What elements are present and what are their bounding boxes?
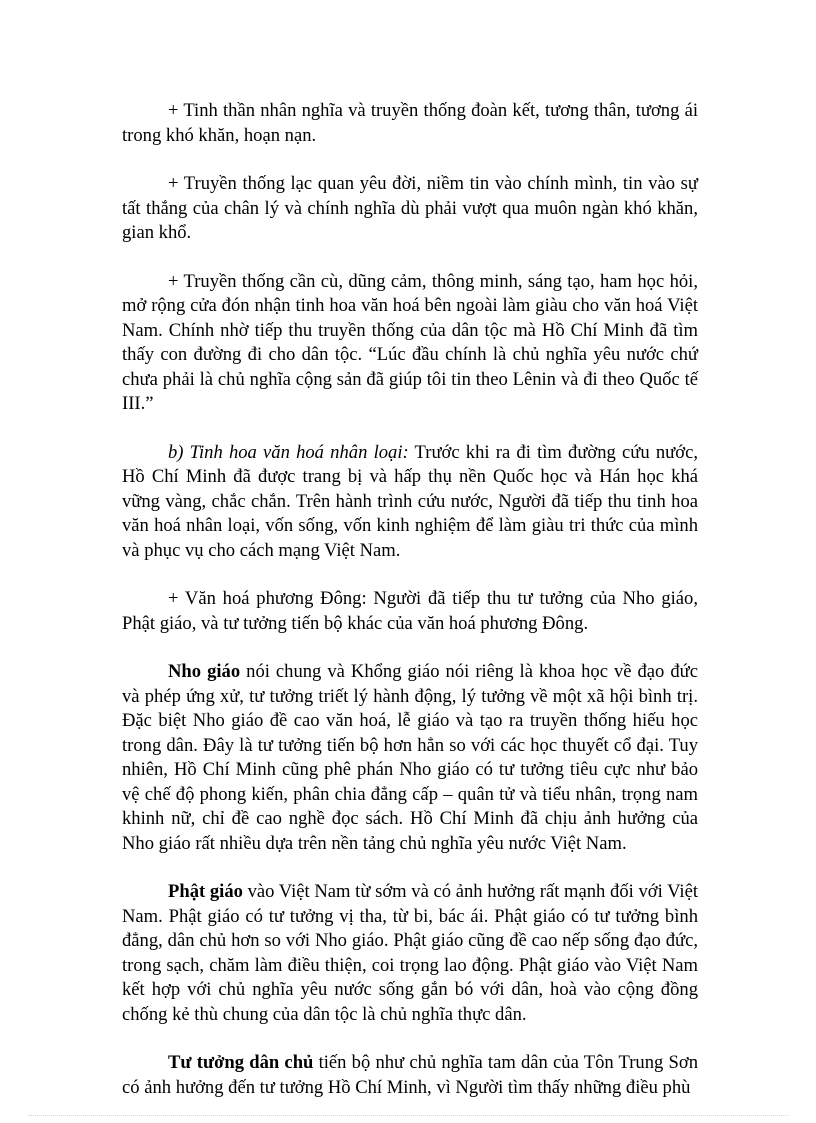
paragraph-text: + Truyền thống lạc quan yêu đời, niềm tin vào chính mình, tin vào sự tất thắng của chân lý và chính nghĩa dù phải vượt qua muôn ngàn khó khăn, gian khổ. [122, 173, 698, 243]
paragraph-text: Trước khi ra đi tìm đường cứu nước, Hồ Chí Minh đã được trang bị và hấp thụ nền Quốc học và Hán học khá vững vàng, chắc chắn. Trên hành trình cứu nước, Người đã tiếp thu tinh hoa văn hoá nhân loại, vốn sống, vốn kinh nghiệm để làm giàu tri thức của mình và phục vụ cho cách mạng Việt Nam. [122, 441, 698, 561]
paragraph-text: tiến bộ như chủ nghĩa tam dân của Tôn Trung Sơn có ảnh hưởng đến tư tưởng Hồ Chí Minh, vì Người tìm thấy những điều phù [122, 1052, 698, 1098]
paragraph-solidarity [122, 99, 698, 148]
paragraph-human-culture [122, 441, 698, 564]
footer-divider [28, 1115, 788, 1116]
paragraph-text: nói chung và Khổng giáo nói riêng là khoa học về đạo đức và phép ứng xử, tư tưởng triết lý hành động, lý tưởng về một xã hội bình trị. Đặc biệt Nho giáo đề cao văn hoá, lễ giáo và tạo ra truyền thống hiếu học trong dân. Đây là tư tưởng tiến bộ hơn hẳn so với các học thuyết cổ đại. Tuy nhiên, Hồ Chí Minh cũng phê phán Nho giáo có tư tưởng tiêu cực như bảo vệ chế độ phong kiến, phân chia đẳng cấp – quân tử và tiểu nhân, trọng nam khinh nữ, chỉ đề cao nghề đọc sách. Hồ Chí Minh đã chịu ảnh hưởng của Nho giáo rất nhiều dựa trên nền tảng chủ nghĩa yêu nước Việt Nam. [122, 661, 698, 854]
paragraph-democracy [122, 1051, 698, 1100]
paragraph-buddhism [122, 880, 698, 1027]
section-heading-italic: b) Tinh hoa văn hoá nhân loại: [168, 441, 409, 463]
paragraph-text: + Tinh thần nhân nghĩa và truyền thống đoàn kết, tương thân, tương ái trong khó khăn, hoạn nạn. [122, 100, 698, 146]
paragraph-confucianism [122, 660, 698, 856]
paragraph-text: vào Việt Nam từ sớm và có ảnh hưởng rất mạnh đối với Việt Nam. Phật giáo có tư tưởng vị tha, từ bi, bác ái. Phật giáo có tư tưởng bình đẳng, dân chủ hơn so với Nho giáo. Phật giáo cũng đề cao nếp sống đạo đức, trong sạch, chăm làm điều thiện, coi trọng lao động. Phật giáo vào Việt Nam kết hợp với chủ nghĩa yêu nước sống gắn bó với dân, hoà vào cộng đồng chống kẻ thù chung của dân tộc là chủ nghĩa thực dân. [122, 881, 698, 1025]
paragraph-optimism [122, 172, 698, 246]
paragraph-text: + Văn hoá phương Đông: Người đã tiếp thu tư tưởng của Nho giáo, Phật giáo, và tư tưởng tiến bộ khác của văn hoá phương Đông. [122, 588, 698, 634]
term-bold: Tư tưởng dân chủ [168, 1052, 314, 1073]
paragraph-text: + Truyền thống cần cù, dũng cảm, thông minh, sáng tạo, ham học hỏi, mở rộng cửa đón nhận tinh hoa văn hoá bên ngoài làm giàu cho văn hoá Việt Nam. Chính nhờ tiếp thu truyền thống của dân tộc mà Hồ Chí Minh đã tìm thấy con đường đi cho dân tộc. “Lúc đầu chính là chủ nghĩa yêu nước chứ chưa phải là chủ nghĩa cộng sản đã giúp tôi tin theo Lênin và đi theo Quốc tế III.” [122, 270, 698, 414]
term-bold: Nho giáo [168, 661, 241, 682]
paragraph-diligence [122, 270, 698, 417]
term-bold: Phật giáo [168, 881, 243, 902]
paragraph-eastern-culture [122, 587, 698, 636]
